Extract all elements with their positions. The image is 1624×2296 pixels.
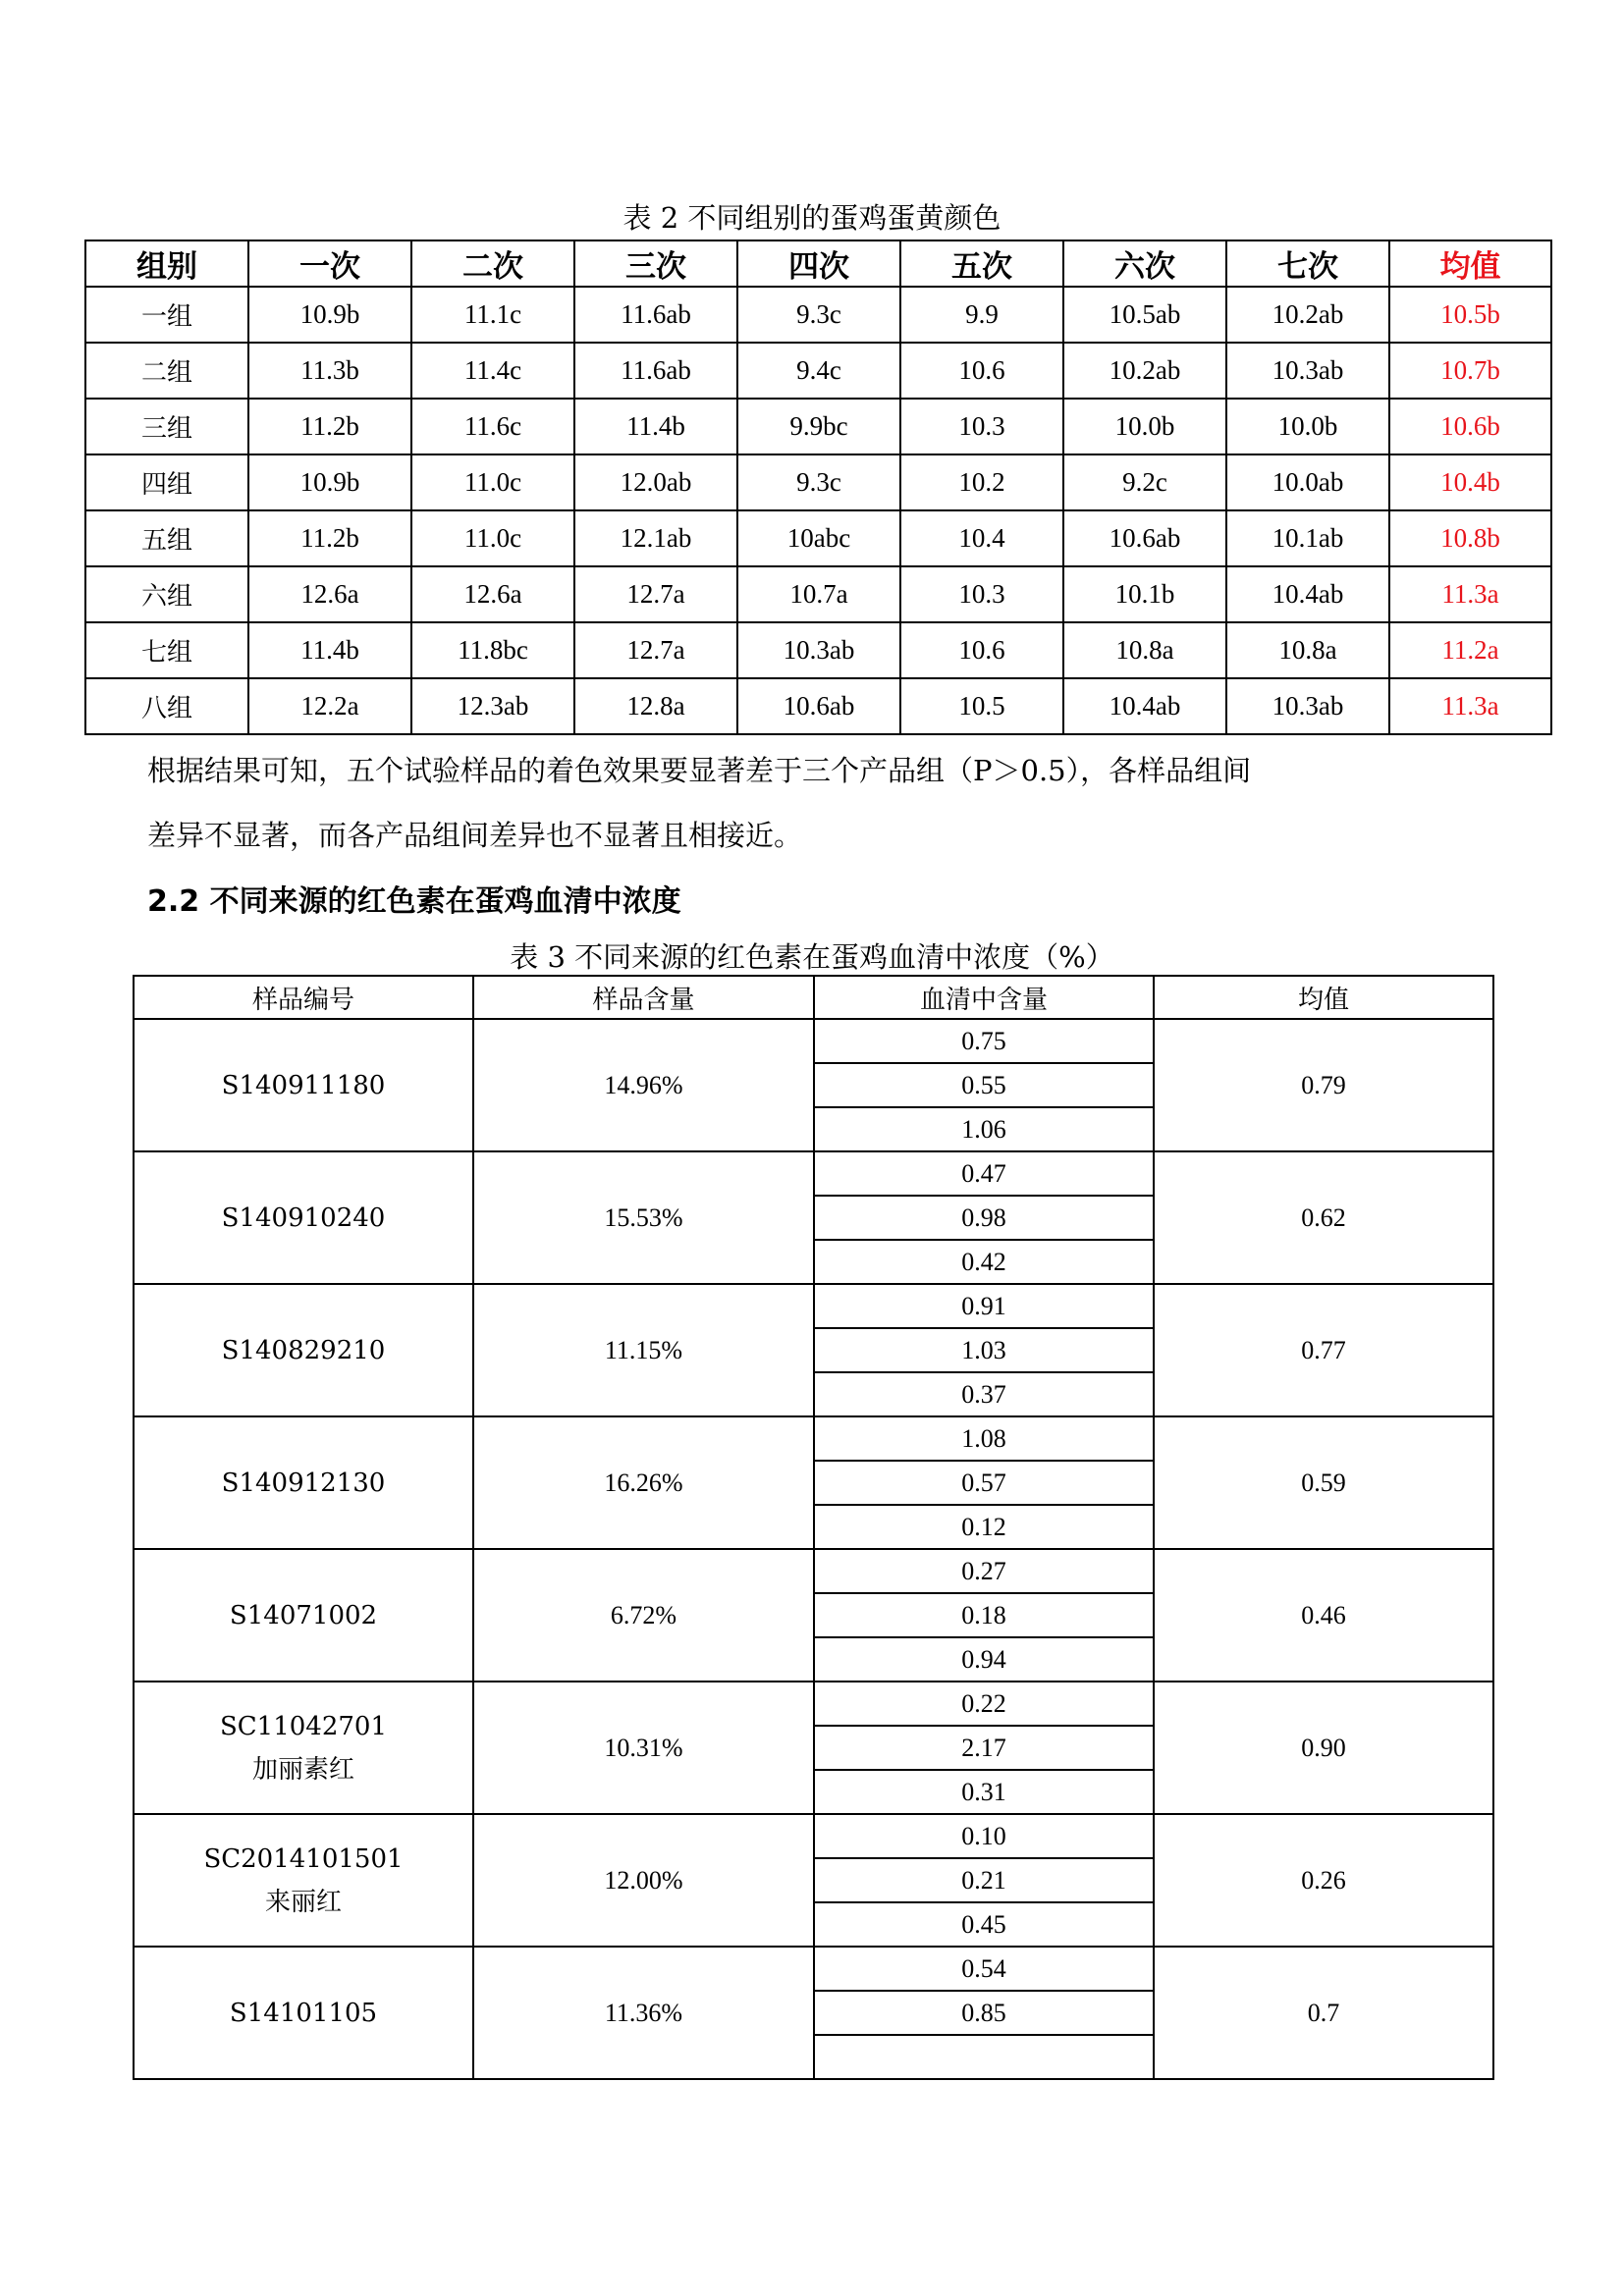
mean-cell: 0.62 <box>1154 1151 1493 1284</box>
serum-value-cell: 0.42 <box>814 1240 1154 1284</box>
sample-id: S140912130 <box>221 1468 386 1498</box>
table-row <box>85 678 1551 734</box>
sample-content-cell: 10.31% <box>473 1682 814 1814</box>
header-round-7: 七次 <box>1226 240 1389 287</box>
value-cell: 9.9 <box>900 287 1063 343</box>
mean-cell: 11.3a <box>1389 566 1551 622</box>
serum-value-cell: 0.21 <box>814 1858 1154 1902</box>
mean-cell: 0.46 <box>1154 1549 1493 1682</box>
mean-cell: 10.5b <box>1389 287 1551 343</box>
table-row <box>85 287 1551 343</box>
value-cell: 10.6ab <box>1063 510 1226 566</box>
sample-id: S140911180 <box>221 1070 386 1100</box>
value-cell: 10.2 <box>900 454 1063 510</box>
table-row <box>134 1019 1493 1063</box>
header-round-5: 五次 <box>900 240 1063 287</box>
value-cell: 10.0b <box>1063 399 1226 454</box>
value-cell: 10.3ab <box>1226 343 1389 399</box>
mean-cell: 0.79 <box>1154 1019 1493 1151</box>
serum-value-cell: 0.31 <box>814 1770 1154 1814</box>
value-cell: 9.3c <box>737 287 900 343</box>
sample-id-cell <box>134 1019 473 1151</box>
value-cell: 10.9b <box>248 454 411 510</box>
table-row <box>85 454 1551 510</box>
serum-value-cell: 0.54 <box>814 1947 1154 1991</box>
mean-cell: 11.3a <box>1389 678 1551 734</box>
sample-id: SC11042701 <box>219 1711 388 1741</box>
serum-value-cell: 0.18 <box>814 1593 1154 1637</box>
table-row <box>134 1947 1493 1991</box>
value-cell: 9.9bc <box>737 399 900 454</box>
group-label: 五组 <box>85 510 248 566</box>
mean-cell: 10.7b <box>1389 343 1551 399</box>
value-cell: 11.4c <box>411 343 574 399</box>
value-cell: 11.4b <box>248 622 411 678</box>
serum-concentration-table <box>133 975 1494 2080</box>
value-cell: 11.2b <box>248 399 411 454</box>
value-cell: 10.4 <box>900 510 1063 566</box>
value-cell: 11.4b <box>574 399 737 454</box>
header-sample-id: 样品编号 <box>134 976 473 1019</box>
table2-caption: 表 2 不同组别的蛋鸡蛋黄颜色 <box>623 201 1001 235</box>
table-row <box>85 622 1551 678</box>
mean-cell: 0.26 <box>1154 1814 1493 1947</box>
serum-value-cell: 0.45 <box>814 1902 1154 1947</box>
value-cell: 10.3 <box>900 566 1063 622</box>
serum-value-cell: 1.08 <box>814 1416 1154 1461</box>
serum-value-cell: 0.37 <box>814 1372 1154 1416</box>
table-row <box>134 1814 1493 1858</box>
header-sample-content: 样品含量 <box>473 976 814 1019</box>
header-round-4: 四次 <box>737 240 900 287</box>
value-cell: 10.2ab <box>1063 343 1226 399</box>
value-cell: 10.8a <box>1063 622 1226 678</box>
value-cell: 10.1ab <box>1226 510 1389 566</box>
value-cell: 10.3ab <box>737 622 900 678</box>
mean-cell: 0.77 <box>1154 1284 1493 1416</box>
sample-content-cell: 14.96% <box>473 1019 814 1151</box>
value-cell: 10.4ab <box>1226 566 1389 622</box>
sample-id-cell <box>134 1416 473 1549</box>
mean-cell: 0.7 <box>1154 1947 1493 2079</box>
table-row <box>134 1284 1493 1328</box>
header-mean: 均值 <box>1389 240 1551 287</box>
header-serum-content: 血清中含量 <box>814 976 1154 1019</box>
value-cell: 11.0c <box>411 510 574 566</box>
section-heading: 2.2 不同来源的红色素在蛋鸡血清中浓度 <box>147 884 681 919</box>
serum-value-cell: 1.03 <box>814 1328 1154 1372</box>
serum-value-cell: 0.98 <box>814 1196 1154 1240</box>
value-cell: 10.6ab <box>737 678 900 734</box>
value-cell: 10.7a <box>737 566 900 622</box>
sample-id: SC2014101501 <box>203 1843 404 1874</box>
group-label: 三组 <box>85 399 248 454</box>
value-cell: 10.3ab <box>1226 678 1389 734</box>
serum-value-cell: 0.12 <box>814 1505 1154 1549</box>
header-round-3: 三次 <box>574 240 737 287</box>
serum-value-cell: 0.55 <box>814 1063 1154 1107</box>
serum-value-cell: 0.10 <box>814 1814 1154 1858</box>
sample-id-cell <box>134 1947 473 2079</box>
table-row <box>85 566 1551 622</box>
result-paragraph-line2: 差异不显著，而各产品组间差异也不显著且相接近。 <box>147 819 803 852</box>
group-label: 八组 <box>85 678 248 734</box>
sample-id-cell <box>134 1549 473 1682</box>
table-row <box>134 1549 1493 1593</box>
mean-cell: 10.6b <box>1389 399 1551 454</box>
value-cell: 12.6a <box>411 566 574 622</box>
serum-value-cell: 0.85 <box>814 1991 1154 2035</box>
sample-content-cell: 6.72% <box>473 1549 814 1682</box>
value-cell: 11.3b <box>248 343 411 399</box>
header-group: 组别 <box>85 240 248 287</box>
serum-value-cell: 0.27 <box>814 1549 1154 1593</box>
serum-value-cell: 2.17 <box>814 1726 1154 1770</box>
sample-id-cell <box>134 1814 473 1947</box>
value-cell: 10.1b <box>1063 566 1226 622</box>
mean-cell: 0.59 <box>1154 1416 1493 1549</box>
mean-cell: 10.8b <box>1389 510 1551 566</box>
sample-name: 加丽素红 <box>251 1754 354 1785</box>
serum-value-cell <box>814 2035 1154 2079</box>
sample-id: S14071002 <box>229 1600 378 1630</box>
result-paragraph-line1: 根据结果可知，五个试验样品的着色效果要显著差于三个产品组（P＞0.5），各样品组间 <box>147 754 1252 787</box>
table-row <box>85 343 1551 399</box>
mean-cell: 10.4b <box>1389 454 1551 510</box>
mean-cell: 0.90 <box>1154 1682 1493 1814</box>
value-cell: 11.6ab <box>574 343 737 399</box>
table-row <box>85 510 1551 566</box>
sample-id-cell <box>134 1151 473 1284</box>
value-cell: 12.8a <box>574 678 737 734</box>
table-row <box>134 1151 1493 1196</box>
value-cell: 10.9b <box>248 287 411 343</box>
value-cell: 10.5ab <box>1063 287 1226 343</box>
value-cell: 10.6 <box>900 343 1063 399</box>
value-cell: 9.2c <box>1063 454 1226 510</box>
group-label: 六组 <box>85 566 248 622</box>
sample-id-cell <box>134 1284 473 1416</box>
mean-cell: 11.2a <box>1389 622 1551 678</box>
value-cell: 12.1ab <box>574 510 737 566</box>
value-cell: 10.8a <box>1226 622 1389 678</box>
value-cell: 10.4ab <box>1063 678 1226 734</box>
table3-caption: 表 3 不同来源的红色素在蛋鸡血清中浓度（%） <box>510 940 1114 974</box>
serum-value-cell: 0.57 <box>814 1461 1154 1505</box>
header-round-6: 六次 <box>1063 240 1226 287</box>
value-cell: 12.7a <box>574 566 737 622</box>
sample-content-cell: 15.53% <box>473 1151 814 1284</box>
value-cell: 11.0c <box>411 454 574 510</box>
sample-content-cell: 11.15% <box>473 1284 814 1416</box>
sample-id-cell <box>134 1682 473 1814</box>
value-cell: 12.7a <box>574 622 737 678</box>
sample-id: S140910240 <box>221 1202 386 1233</box>
value-cell: 10.0ab <box>1226 454 1389 510</box>
value-cell: 11.6ab <box>574 287 737 343</box>
sample-id: S14101105 <box>229 1998 378 2028</box>
serum-value-cell: 0.47 <box>814 1151 1154 1196</box>
value-cell: 9.3c <box>737 454 900 510</box>
sample-name: 来丽红 <box>264 1887 342 1917</box>
sample-id: S140829210 <box>221 1335 386 1365</box>
value-cell: 9.4c <box>737 343 900 399</box>
serum-value-cell: 0.91 <box>814 1284 1154 1328</box>
value-cell: 11.8bc <box>411 622 574 678</box>
serum-value-cell: 0.22 <box>814 1682 1154 1726</box>
sample-content-cell: 16.26% <box>473 1416 814 1549</box>
table-row <box>134 1416 1493 1461</box>
serum-value-cell: 0.94 <box>814 1637 1154 1682</box>
table-row <box>85 399 1551 454</box>
serum-value-cell: 1.06 <box>814 1107 1154 1151</box>
table-row <box>134 1682 1493 1726</box>
value-cell: 12.0ab <box>574 454 737 510</box>
serum-value-cell: 0.75 <box>814 1019 1154 1063</box>
value-cell: 10.3 <box>900 399 1063 454</box>
sample-content-cell: 11.36% <box>473 1947 814 2079</box>
value-cell: 11.1c <box>411 287 574 343</box>
group-label: 二组 <box>85 343 248 399</box>
sample-content-cell: 12.00% <box>473 1814 814 1947</box>
header-mean: 均值 <box>1154 976 1493 1019</box>
value-cell: 12.2a <box>248 678 411 734</box>
value-cell: 10.0b <box>1226 399 1389 454</box>
value-cell: 12.6a <box>248 566 411 622</box>
value-cell: 10.5 <box>900 678 1063 734</box>
value-cell: 11.6c <box>411 399 574 454</box>
table3-header-row <box>134 976 1493 1019</box>
header-round-1: 一次 <box>248 240 411 287</box>
header-round-2: 二次 <box>411 240 574 287</box>
value-cell: 10.2ab <box>1226 287 1389 343</box>
group-label: 四组 <box>85 454 248 510</box>
value-cell: 11.2b <box>248 510 411 566</box>
group-label: 七组 <box>85 622 248 678</box>
value-cell: 10abc <box>737 510 900 566</box>
table2-header-row <box>85 240 1551 287</box>
group-label: 一组 <box>85 287 248 343</box>
value-cell: 10.6 <box>900 622 1063 678</box>
value-cell: 12.3ab <box>411 678 574 734</box>
yolk-color-table <box>84 240 1552 735</box>
